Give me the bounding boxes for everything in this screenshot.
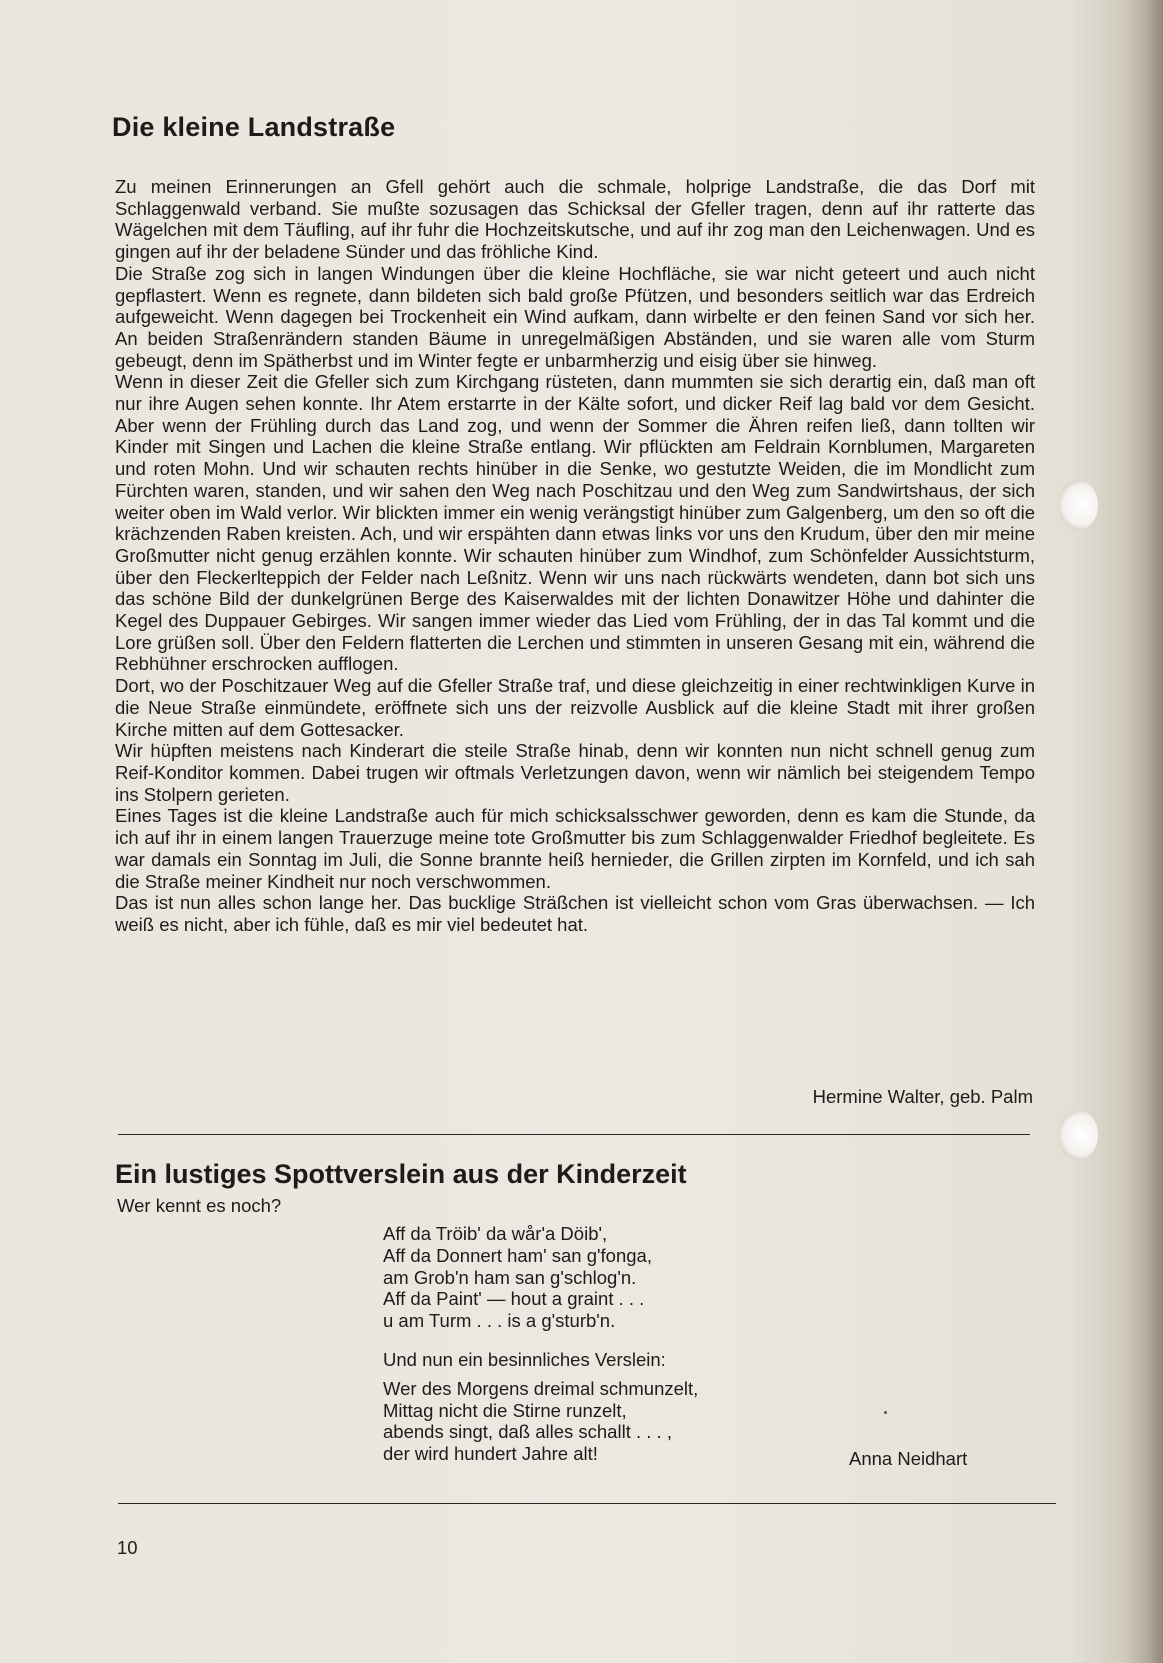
article-body [115,176,1035,936]
verse-line: Aff da Paint' — hout a graint . . . [383,1288,645,1310]
verse-line: u am Turm . . . is a g'sturb'n. [383,1310,616,1332]
print-speck [884,1411,887,1414]
paragraph: Wenn in dieser Zeit die Gfeller sich zum Kirchgang rüsteten, dann mummten sie sich derartig ein, daß man oft nur ihre Augen sehen konnte. Ihr Atem erstarrte in der Kälte sofort, und dicker Reif lag bald vor dem Gesicht. Aber wenn der Frühling durch das Land zog, und wenn der Sommer die Ähren reifen ließ, dann tollten wir Kinder mit Singen und Lachen die kleine Straße entlang. Wir pflückten am Feldrain Kornblumen, Margareten und roten Mohn. Und wir schauten rechts hinüber in die Senke, wo gestutzte Weiden, die im Mondlicht zum Fürchten waren, standen, und wir sahen den Weg nach Poschitzau und den Weg zum Sandwirtshaus, der sich weiter oben im Wald verlor. Wir blickten immer ein wenig verängstigt hinüber zum Galgenberg, um den so oft die krächzenden Raben kreisten. Ach, und wir erspähten dann etwas links vor uns den Krudum, über den mir meine Großmutter nicht genug erzählen konnte. Wir schauten hinüber zum Windhof, zum Schönfelder Aussichtsturm, über den Fleckerlteppich der Felder nach Leßnitz. Wenn wir uns nach rückwärts wendeten, dann bot sich uns das schöne Bild der dunkelgrünen Berge des Kaiserwaldes mit der lichten Donawitzer Höhe und dahinter die Kegel des Duppauer Gebirges. Wir sangen immer wieder das Lied vom Frühling, der in das Tal kommt und die Lore grüßen soll. Über den Feldern flatterten die Lerchen und stimmten in unseren Gesang mit ein, während die Rebhühner erschrocken aufflogen. [115,371,1035,675]
section-title: Ein lustiges Spottverslein aus der Kinderzeit [115,1159,687,1189]
section-intro: Wer kennt es noch? [117,1195,282,1216]
page-number: 10 [117,1537,138,1558]
verse-line: Mittag nicht die Stirne runzelt, [383,1399,627,1421]
paragraph: Das ist nun alles schon lange her. Das bucklige Sträßchen ist vielleicht schon vom Gras überwachsen. — Ich weiß es nicht, aber ich fühle, daß es mir viel bedeutet hat. [115,892,1035,935]
verse-block [383,1223,652,1332]
verse-intro: Und nun ein besinnliches Verslein: [383,1349,666,1370]
verse-line: Wer des Morgens dreimal schmunzelt, [383,1377,699,1399]
page-spine-shadow [1125,0,1163,1663]
verse-line: Aff da Tröib' da wår'a Döib', [383,1223,608,1244]
verse-line: der wird hundert Jahre alt! [383,1443,598,1465]
paragraph: Dort, wo der Poschitzauer Weg auf die Gfeller Straße traf, und diese gleichzeitig in einer rechtwinkligen Kurve in die Neue Straße einmündete, eröffnete sich uns der reizvolle Ausblick auf die kleine Stadt mit ihrer großen Kirche mitten auf dem Gottesacker. [115,675,1035,740]
article-author: Hermine Walter, geb. Palm [812,1086,1033,1107]
punch-hole-lower [1058,1110,1098,1160]
article-title: Die kleine Landstraße [112,112,396,142]
verse-block-2 [383,1349,698,1465]
punch-hole-upper [1058,480,1098,530]
paragraph: Wir hüpften meistens nach Kinderart die steile Straße hinab, denn wir konnten nun nicht schnell genug zum Reif-Konditor kommen. Dabei trugen wir oftmals Verletzungen davon, wenn wir nämlich bei steigendem Tempo ins Stolpern gerieten. [115,740,1035,805]
paragraph: Die Straße zog sich in langen Windungen über die kleine Hochfläche, sie war nicht geteert und auch nicht gepflastert. Wenn es regnete, dann bildeten sich bald große Pfützen, und besonders seitlich war das Erdreich aufgeweicht. Wenn dagegen bei Trockenheit ein Wind aufkam, dann wirbelte er den feinen Sand vor sich her. An beiden Straßenrändern standen Bäume in unregelmäßigen Abständen, und sie waren alle vom Sturm gebeugt, denn im Spätherbst und im Winter fegte er unbarmherzig und eisig über sie hinweg. [115,262,1035,371]
verse-line: abends singt, daß alles schallt . . . , [383,1421,672,1443]
verse-line: am Grob'n ham san g'schlog'n. [383,1266,637,1288]
section-divider [118,1134,1030,1135]
verse-line: Aff da Donnert ham' san g'fonga, [383,1244,652,1266]
verse-author: Anna Neidhart [849,1448,968,1469]
paragraph: Eines Tages ist die kleine Landstraße auch für mich schicksalsschwer geworden, denn es kam die Stunde, da ich auf ihr in einem langen Trauerzuge meine tote Großmutter bis zum Schlaggenwalder Friedhof begleitete. Es war damals ein Sonntag im Juli, die Sonne brannte heiß hernieder, die Grillen zirpten im Kornfeld, und ich sah die Straße meiner Kindheit nur noch verschwommen. [115,805,1035,892]
bottom-divider [118,1503,1056,1504]
paragraph: Zu meinen Erinnerungen an Gfell gehört auch die schmale, holprige Landstraße, die das Dorf mit Schlaggenwald verband. Sie mußte sozusagen das Schicksal der Gfeller tragen, denn auf ihr ratterte das Wägelchen mit dem Täufling, auf ihr fuhr die Hochzeitskutsche, und auf ihr zog man den Leichenwagen. Und es gingen auf ihr der beladene Sünder und das fröhliche Kind. [115,176,1035,263]
